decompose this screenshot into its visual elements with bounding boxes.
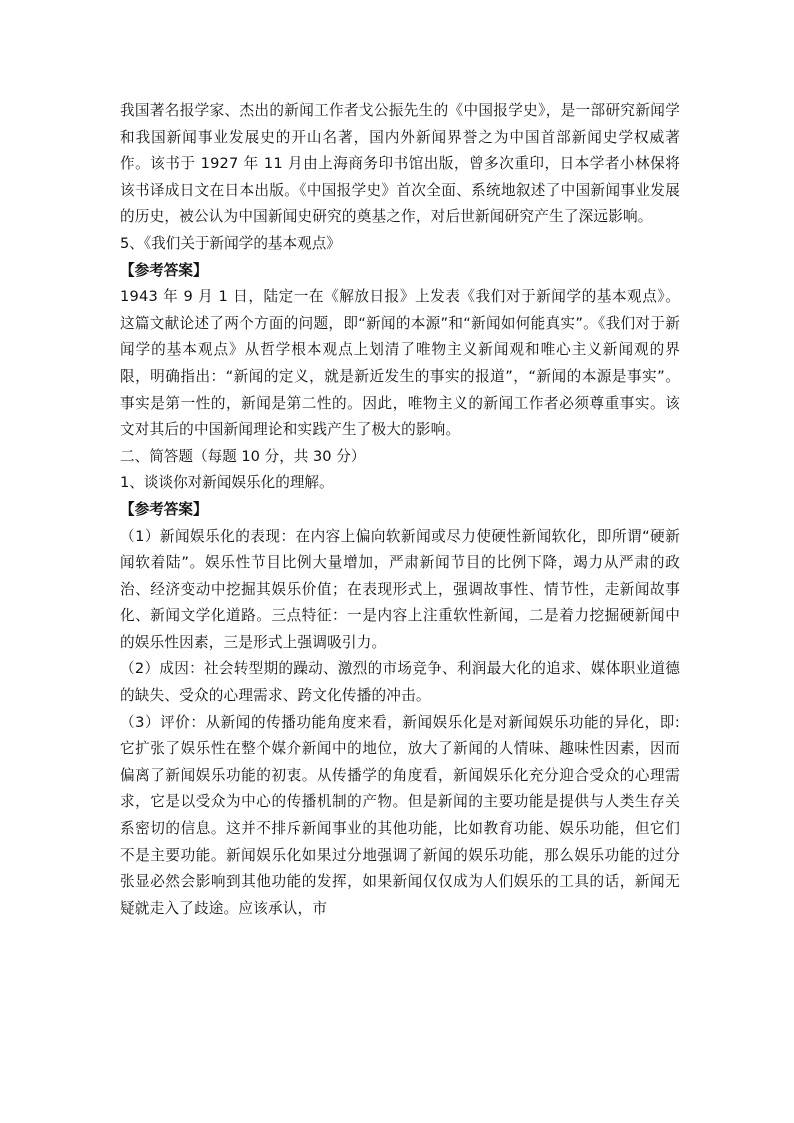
answer-point-3: （3）评价：从新闻的传播功能角度来看，新闻娱乐化是对新闻娱乐功能的异化，即:它扩张了娱乐性在整个媒介新闻中的地位，放大了新闻的人情味、趣味性因素，因而偏离了新闻娱乐功能的初衷。从传播学的角度看，新闻娱乐化充分迎合受众的心理需求，它是以受众为中心的传播机制的产物。但是新闻的主要功能是提供与人类生存关系密切的信息。这并不排斥新闻事业的其他功能，比如教育功能、娱乐功能，但它们不是主要功能。新闻娱乐化如果过分地强调了新闻的娱乐功能，那么娱乐功能的过分张显必然会影响到其他功能的发挥，如果新闻仅仅成为人们娱乐的工具的话，新闻无疑就走入了歧途。应该承认，市 (120, 713, 680, 917)
item-5-title: 5、《我们关于新闻学的基本观点》 (120, 234, 341, 252)
intro-paragraph-zhongguo-baoxueshi: 我国著名报学家、杰出的新闻工作者戈公振先生的《中国报学史》，是一部研究新闻学和我国新闻事业发展史的开山名著，国内外新闻界誉之为中国首部新闻史学权威著作。该书于 1927 年 11 月由上海商务印书馆出版，曾多次重印，日本学者小林保将该书译成日文在日本出版。《中国报学史》首次全面、系统地叙述了中国新闻事业发展的历史，被公认为中国新闻史研究的奠基之作，对后世新闻研究产生了深远影响。 (120, 102, 680, 226)
reference-answer-label-1: 【参考答案】 (120, 261, 208, 279)
document-body (120, 98, 680, 922)
reference-answer-label-2: 【参考答案】 (120, 500, 208, 518)
question-1-title: 1、谈谈你对新闻娱乐化的理解。 (120, 474, 334, 492)
section-2-title: 二、简答题（每题 10 分，共 30 分） (120, 447, 366, 465)
answer-point-1: （1）新闻娱乐化的表现：在内容上偏向软新闻或尽力使硬性新闻软化，即所谓“硬新闻软着陆”。娱乐性节目比例大量增加，严肃新闻节目的比例下降，竭力从严肃的政治、经济变动中挖掘其娱乐价值；在表现形式上，强调故事性、情节性，走新闻故事化、新闻文学化道路。三点特征：一是内容上注重软性新闻，二是着力挖掘硬新闻中的娱乐性因素，三是形式上强调吸引力。 (120, 527, 680, 651)
answer-paragraph-item-5: 1943 年 9 月 1 日，陆定一在《解放日报》上发表《我们对于新闻学的基本观点》。这篇文献论述了两个方面的问题，即“新闻的本源”和“新闻如何能真实”。《我们对于新闻学的基本观点》从哲学根本观点上划清了唯物主义新闻观和唯心主义新闻观的界限，明确指出：“新闻的定义，就是新近发生的事实的报道”，“新闻的本源是事实”。事实是第一性的，新闻是第二性的。因此，唯物主义的新闻工作者必须尊重事实。该文对其后的中国新闻理论和实践产生了极大的影响。 (120, 288, 680, 439)
answer-point-2: （2）成因：社会转型期的躁动、激烈的市场竞争、利润最大化的追求、媒体职业道德的缺失、受众的心理需求、跨文化传播的冲击。 (120, 660, 680, 705)
